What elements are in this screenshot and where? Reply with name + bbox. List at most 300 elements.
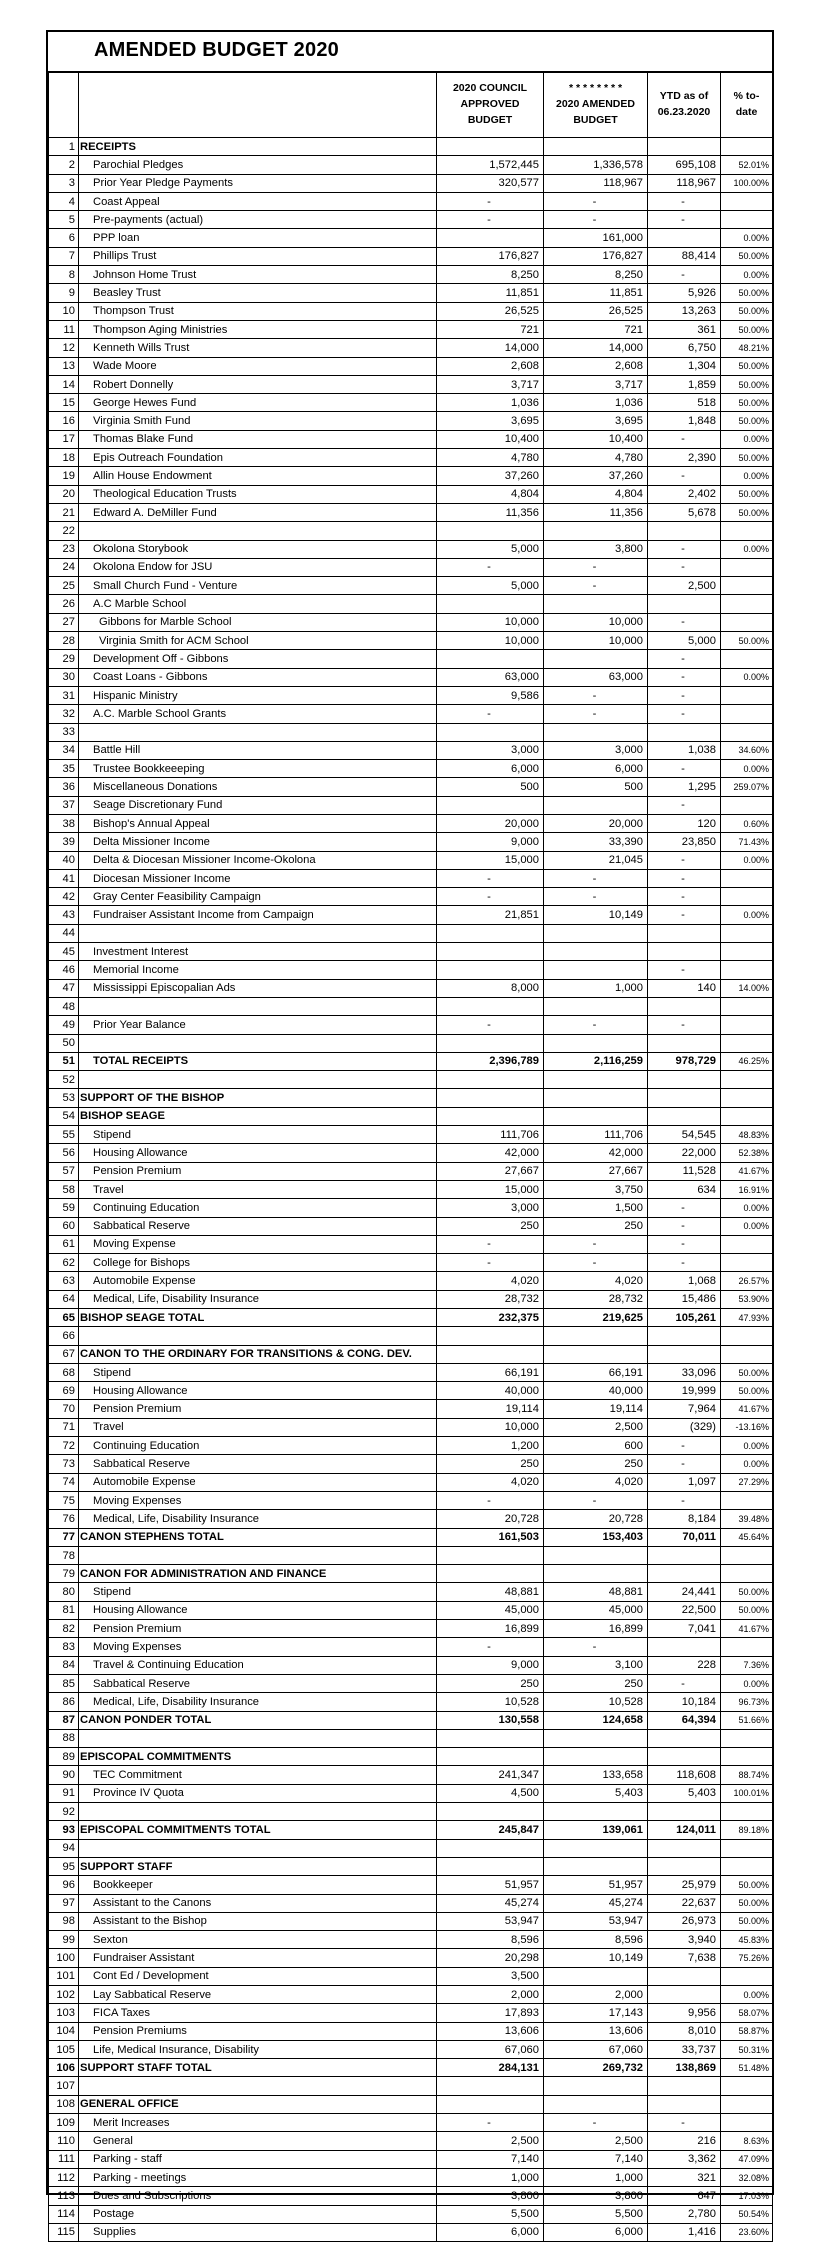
line-label: Medical, Life, Disability Insurance (79, 1693, 437, 1711)
amended-budget-value (544, 943, 648, 961)
council-budget-value: 232,375 (437, 1309, 544, 1327)
line-number: 81 (49, 1601, 79, 1619)
amended-budget-value: 124,658 (544, 1711, 648, 1729)
line-label: Lay Sabbatical Reserve (79, 1985, 437, 2003)
amended-budget-value: 600 (544, 1437, 648, 1455)
amended-budget-value: 219,625 (544, 1309, 648, 1327)
ytd-value: 1,038 (648, 741, 721, 759)
amended-budget-value: 51,957 (544, 1876, 648, 1894)
percent-to-date: 46.25% (721, 1052, 773, 1070)
percent-to-date (721, 595, 773, 613)
amended-budget-value: 3,695 (544, 412, 648, 430)
amended-budget-value: 1,036 (544, 394, 648, 412)
percent-to-date (721, 1565, 773, 1583)
percent-to-date: 52.01% (721, 156, 773, 174)
amended-budget-value: - (544, 211, 648, 229)
ytd-value: - (648, 211, 721, 229)
table-row (49, 375, 773, 393)
council-budget-value: 4,804 (437, 485, 544, 503)
line-number: 6 (49, 229, 79, 247)
percent-to-date (721, 1638, 773, 1656)
council-budget-value (437, 595, 544, 613)
ytd-value: - (648, 1217, 721, 1235)
line-number: 23 (49, 540, 79, 558)
table-row (49, 1784, 773, 1802)
percent-to-date: 0.60% (721, 814, 773, 832)
percent-to-date (721, 1803, 773, 1821)
ytd-value: - (648, 430, 721, 448)
percent-to-date: 48.21% (721, 339, 773, 357)
percent-to-date: 50.00% (721, 449, 773, 467)
percent-to-date: 50.54% (721, 2205, 773, 2223)
council-budget-value (437, 1565, 544, 1583)
header-council-budget: 2020 COUNCIL APPROVED BUDGET (437, 73, 544, 138)
ytd-value (648, 723, 721, 741)
percent-to-date (721, 961, 773, 979)
line-label (79, 1803, 437, 1821)
council-budget-value: 241,347 (437, 1766, 544, 1784)
council-budget-value: - (437, 869, 544, 887)
council-budget-value: 8,596 (437, 1931, 544, 1949)
ytd-value (648, 1748, 721, 1766)
council-budget-value: - (437, 1491, 544, 1509)
amended-budget-value: 33,390 (544, 833, 648, 851)
table-row (49, 2132, 773, 2150)
table-row (49, 888, 773, 906)
line-label: Travel (79, 1418, 437, 1436)
council-budget-value: 111,706 (437, 1126, 544, 1144)
ytd-value: 1,295 (648, 778, 721, 796)
percent-to-date: 0.00% (721, 430, 773, 448)
amended-budget-value: 4,020 (544, 1272, 648, 1290)
line-number: 21 (49, 503, 79, 521)
table-row (49, 1235, 773, 1253)
amended-budget-value (544, 1729, 648, 1747)
amended-budget-value: 21,045 (544, 851, 648, 869)
council-budget-value: 4,780 (437, 449, 544, 467)
amended-budget-value: 2,500 (544, 2132, 648, 2150)
percent-to-date: 0.00% (721, 1199, 773, 1217)
table-row (49, 668, 773, 686)
council-budget-value: 13,606 (437, 2022, 544, 2040)
line-number: 95 (49, 1857, 79, 1875)
table-row (49, 961, 773, 979)
ytd-value: - (648, 906, 721, 924)
line-number: 74 (49, 1473, 79, 1491)
line-label: SUPPORT OF THE BISHOP (79, 1089, 437, 1107)
section-header-row (49, 1565, 773, 1583)
table-row (49, 723, 773, 741)
line-number: 105 (49, 2040, 79, 2058)
ytd-value (648, 138, 721, 156)
table-row (49, 741, 773, 759)
council-budget-value: 37,260 (437, 467, 544, 485)
line-label: Okolona Storybook (79, 540, 437, 558)
amended-budget-value: 250 (544, 1674, 648, 1692)
table-row (49, 2040, 773, 2058)
line-number: 90 (49, 1766, 79, 1784)
table-row (49, 1638, 773, 1656)
ytd-value: - (648, 961, 721, 979)
percent-to-date: 41.67% (721, 1400, 773, 1418)
ytd-value: - (648, 613, 721, 631)
table-row (49, 1437, 773, 1455)
line-number: 112 (49, 2168, 79, 2186)
ytd-value: 1,097 (648, 1473, 721, 1491)
amended-budget-value (544, 1034, 648, 1052)
ytd-value (648, 2095, 721, 2113)
amended-budget-value: - (544, 2114, 648, 2132)
amended-budget-value (544, 997, 648, 1015)
table-row (49, 1949, 773, 1967)
council-budget-value: - (437, 888, 544, 906)
ytd-value: 1,304 (648, 357, 721, 375)
ytd-value: - (648, 467, 721, 485)
amended-budget-value (544, 1089, 648, 1107)
section-header-row (49, 138, 773, 156)
table-row (49, 1144, 773, 1162)
council-budget-value: 3,500 (437, 1967, 544, 1985)
council-budget-value: 2,608 (437, 357, 544, 375)
council-budget-value: - (437, 1016, 544, 1034)
line-number: 2 (49, 156, 79, 174)
percent-to-date: 50.00% (721, 1363, 773, 1381)
ytd-value (648, 522, 721, 540)
amended-budget-value: 10,528 (544, 1693, 648, 1711)
table-row (49, 1729, 773, 1747)
council-budget-value: 130,558 (437, 1711, 544, 1729)
line-label: Pension Premiums (79, 2022, 437, 2040)
table-row (49, 1473, 773, 1491)
ytd-value (648, 1839, 721, 1857)
percent-to-date: 7.36% (721, 1656, 773, 1674)
ytd-value: - (648, 869, 721, 887)
table-row (49, 1693, 773, 1711)
ytd-value: 13,263 (648, 302, 721, 320)
council-budget-value: - (437, 192, 544, 210)
line-number: 24 (49, 558, 79, 576)
table-row (49, 1071, 773, 1089)
ytd-value: 33,096 (648, 1363, 721, 1381)
section-header-row (49, 1345, 773, 1363)
line-number: 80 (49, 1583, 79, 1601)
percent-to-date: 51.66% (721, 1711, 773, 1729)
table-row (49, 485, 773, 503)
table-row (49, 1876, 773, 1894)
percent-to-date (721, 577, 773, 595)
line-number: 79 (49, 1565, 79, 1583)
percent-to-date (721, 192, 773, 210)
amended-budget-value: 1,336,578 (544, 156, 648, 174)
line-label: Johnson Home Trust (79, 266, 437, 284)
council-budget-value (437, 723, 544, 741)
ytd-value: 3,362 (648, 2150, 721, 2168)
table-row (49, 1839, 773, 1857)
council-budget-value (437, 1034, 544, 1052)
council-budget-value: 1,036 (437, 394, 544, 412)
council-budget-value: 26,525 (437, 302, 544, 320)
line-number: 53 (49, 1089, 79, 1107)
line-number: 8 (49, 266, 79, 284)
line-number: 94 (49, 1839, 79, 1857)
table-row (49, 174, 773, 192)
council-budget-value: 28,732 (437, 1290, 544, 1308)
council-budget-value (437, 2077, 544, 2095)
amended-budget-value: - (544, 1638, 648, 1656)
line-number: 109 (49, 2114, 79, 2132)
council-budget-value: 2,396,789 (437, 1052, 544, 1070)
line-label: Allin House Endowment (79, 467, 437, 485)
line-number: 61 (49, 1235, 79, 1253)
amended-budget-value: 3,800 (544, 2187, 648, 2205)
amended-budget-value: - (544, 1491, 648, 1509)
line-number: 85 (49, 1674, 79, 1692)
council-budget-value: 16,899 (437, 1620, 544, 1638)
line-number: 9 (49, 284, 79, 302)
ytd-value: 26,973 (648, 1912, 721, 1930)
council-budget-value: 3,800 (437, 2187, 544, 2205)
table-row (49, 1180, 773, 1198)
table-row (49, 320, 773, 338)
council-budget-value: 1,200 (437, 1437, 544, 1455)
percent-to-date (721, 211, 773, 229)
line-label: Virginia Smith Fund (79, 412, 437, 430)
line-number: 60 (49, 1217, 79, 1235)
line-label: Diocesan Missioner Income (79, 869, 437, 887)
line-label: Small Church Fund - Venture (79, 577, 437, 595)
amended-budget-value (544, 1327, 648, 1345)
council-budget-value: - (437, 211, 544, 229)
percent-to-date (721, 1107, 773, 1125)
line-number: 88 (49, 1729, 79, 1747)
line-number: 31 (49, 686, 79, 704)
ytd-value (648, 1967, 721, 1985)
line-number: 104 (49, 2022, 79, 2040)
line-number: 71 (49, 1418, 79, 1436)
ytd-value: 3,940 (648, 1931, 721, 1949)
council-budget-value: 250 (437, 1455, 544, 1473)
amended-budget-value: 4,780 (544, 449, 648, 467)
line-number: 89 (49, 1748, 79, 1766)
council-budget-value: 250 (437, 1217, 544, 1235)
line-number: 83 (49, 1638, 79, 1656)
ytd-value: - (648, 1016, 721, 1034)
line-label: FICA Taxes (79, 2004, 437, 2022)
amended-budget-value: 500 (544, 778, 648, 796)
percent-to-date: 50.00% (721, 485, 773, 503)
ytd-value: - (648, 540, 721, 558)
amended-budget-value: 66,191 (544, 1363, 648, 1381)
line-number: 62 (49, 1254, 79, 1272)
percent-to-date (721, 613, 773, 631)
table-row (49, 1491, 773, 1509)
council-budget-value: 10,528 (437, 1693, 544, 1711)
line-number: 78 (49, 1546, 79, 1564)
council-budget-value: 5,000 (437, 540, 544, 558)
council-budget-value: 15,000 (437, 851, 544, 869)
amended-budget-value: - (544, 1254, 648, 1272)
ytd-value: 978,729 (648, 1052, 721, 1070)
line-label: Coast Appeal (79, 192, 437, 210)
percent-to-date: 47.09% (721, 2150, 773, 2168)
line-number: 70 (49, 1400, 79, 1418)
amended-budget-value: 6,000 (544, 760, 648, 778)
amended-budget-value (544, 961, 648, 979)
amended-budget-value: - (544, 1016, 648, 1034)
line-label (79, 522, 437, 540)
table-row (49, 1985, 773, 2003)
council-budget-value (437, 943, 544, 961)
amended-budget-value: 19,114 (544, 1400, 648, 1418)
amended-budget-value: 40,000 (544, 1382, 648, 1400)
ytd-value: 2,500 (648, 577, 721, 595)
amended-budget-value: 250 (544, 1217, 648, 1235)
amended-budget-value: 2,116,259 (544, 1052, 648, 1070)
line-number: 82 (49, 1620, 79, 1638)
council-budget-value: 8,000 (437, 979, 544, 997)
table-row (49, 1272, 773, 1290)
line-label: Merit Increases (79, 2114, 437, 2132)
line-number: 98 (49, 1912, 79, 1930)
table-row (49, 540, 773, 558)
line-number: 75 (49, 1491, 79, 1509)
line-number: 10 (49, 302, 79, 320)
line-number: 20 (49, 485, 79, 503)
title-row (48, 32, 772, 72)
line-number: 37 (49, 796, 79, 814)
line-label: Cont Ed / Development (79, 1967, 437, 1985)
line-label: Delta Missioner Income (79, 833, 437, 851)
amended-budget-value: 3,800 (544, 540, 648, 558)
ytd-value: 124,011 (648, 1821, 721, 1839)
percent-to-date: 0.00% (721, 1437, 773, 1455)
ytd-value: 24,441 (648, 1583, 721, 1601)
ytd-value: - (648, 686, 721, 704)
percent-to-date (721, 1857, 773, 1875)
table-row (49, 851, 773, 869)
line-label: CANON STEPHENS TOTAL (79, 1528, 437, 1546)
percent-to-date (721, 522, 773, 540)
percent-to-date: 88.74% (721, 1766, 773, 1784)
line-number: 92 (49, 1803, 79, 1821)
line-label: BISHOP SEAGE TOTAL (79, 1309, 437, 1327)
line-number: 110 (49, 2132, 79, 2150)
line-label: College for Bishops (79, 1254, 437, 1272)
total-row (49, 1528, 773, 1546)
line-label: Seage Discretionary Fund (79, 796, 437, 814)
council-budget-value (437, 924, 544, 942)
line-label: Parochial Pledges (79, 156, 437, 174)
percent-to-date (721, 1967, 773, 1985)
line-number: 13 (49, 357, 79, 375)
council-budget-value (437, 1345, 544, 1363)
percent-to-date: 58.87% (721, 2022, 773, 2040)
line-number: 19 (49, 467, 79, 485)
council-budget-value: 6,000 (437, 2223, 544, 2241)
amended-budget-value: 3,100 (544, 1656, 648, 1674)
line-label: Sabbatical Reserve (79, 1455, 437, 1473)
ytd-value: - (648, 1674, 721, 1692)
amended-budget-value: 269,732 (544, 2059, 648, 2077)
line-number: 51 (49, 1052, 79, 1070)
line-label: Wade Moore (79, 357, 437, 375)
council-budget-value: 21,851 (437, 906, 544, 924)
line-number: 48 (49, 997, 79, 1015)
percent-to-date: 50.31% (721, 2040, 773, 2058)
ytd-value (648, 1565, 721, 1583)
council-budget-value: 2,000 (437, 1985, 544, 2003)
line-number: 28 (49, 632, 79, 650)
line-label: Miscellaneous Donations (79, 778, 437, 796)
line-label: Automobile Expense (79, 1473, 437, 1491)
amended-budget-value: 10,000 (544, 632, 648, 650)
amended-budget-value: - (544, 686, 648, 704)
ytd-value: 54,545 (648, 1126, 721, 1144)
table-row (49, 2022, 773, 2040)
line-number: 103 (49, 2004, 79, 2022)
amended-budget-value: 17,143 (544, 2004, 648, 2022)
council-budget-value (437, 1327, 544, 1345)
table-row (49, 522, 773, 540)
amended-budget-value: 48,881 (544, 1583, 648, 1601)
line-number: 114 (49, 2205, 79, 2223)
line-number: 15 (49, 394, 79, 412)
table-row (49, 1126, 773, 1144)
percent-to-date: 50.00% (721, 1876, 773, 1894)
council-budget-value: 14,000 (437, 339, 544, 357)
ytd-value: 518 (648, 394, 721, 412)
ytd-value: - (648, 2114, 721, 2132)
line-label: Fundraiser Assistant (79, 1949, 437, 1967)
section-header-row (49, 2095, 773, 2113)
table-row (49, 266, 773, 284)
council-budget-value (437, 1546, 544, 1564)
council-budget-value: 320,577 (437, 174, 544, 192)
amended-budget-value (544, 1748, 648, 1766)
ytd-value: 7,638 (648, 1949, 721, 1967)
table-row (49, 924, 773, 942)
ytd-value: - (648, 1235, 721, 1253)
council-budget-value (437, 796, 544, 814)
line-label: Phillips Trust (79, 247, 437, 265)
table-row (49, 339, 773, 357)
ytd-value (648, 1071, 721, 1089)
ytd-value: 5,926 (648, 284, 721, 302)
percent-to-date (721, 1034, 773, 1052)
percent-to-date: 50.00% (721, 412, 773, 430)
ytd-value: 1,859 (648, 375, 721, 393)
ytd-value (648, 1803, 721, 1821)
line-number: 97 (49, 1894, 79, 1912)
percent-to-date (721, 723, 773, 741)
council-budget-value (437, 997, 544, 1015)
council-budget-value (437, 1729, 544, 1747)
council-budget-value (437, 1071, 544, 1089)
amended-budget-value (544, 1839, 648, 1857)
council-budget-value: - (437, 705, 544, 723)
percent-to-date (721, 1546, 773, 1564)
amended-budget-value: - (544, 888, 648, 906)
line-number: 63 (49, 1272, 79, 1290)
percent-to-date: 34.60% (721, 741, 773, 759)
percent-to-date: 89.18% (721, 1821, 773, 1839)
amended-budget-value: - (544, 192, 648, 210)
table-row (49, 1199, 773, 1217)
line-number: 43 (49, 906, 79, 924)
council-budget-value: 20,298 (437, 1949, 544, 1967)
percent-to-date (721, 1345, 773, 1363)
percent-to-date: 0.00% (721, 540, 773, 558)
